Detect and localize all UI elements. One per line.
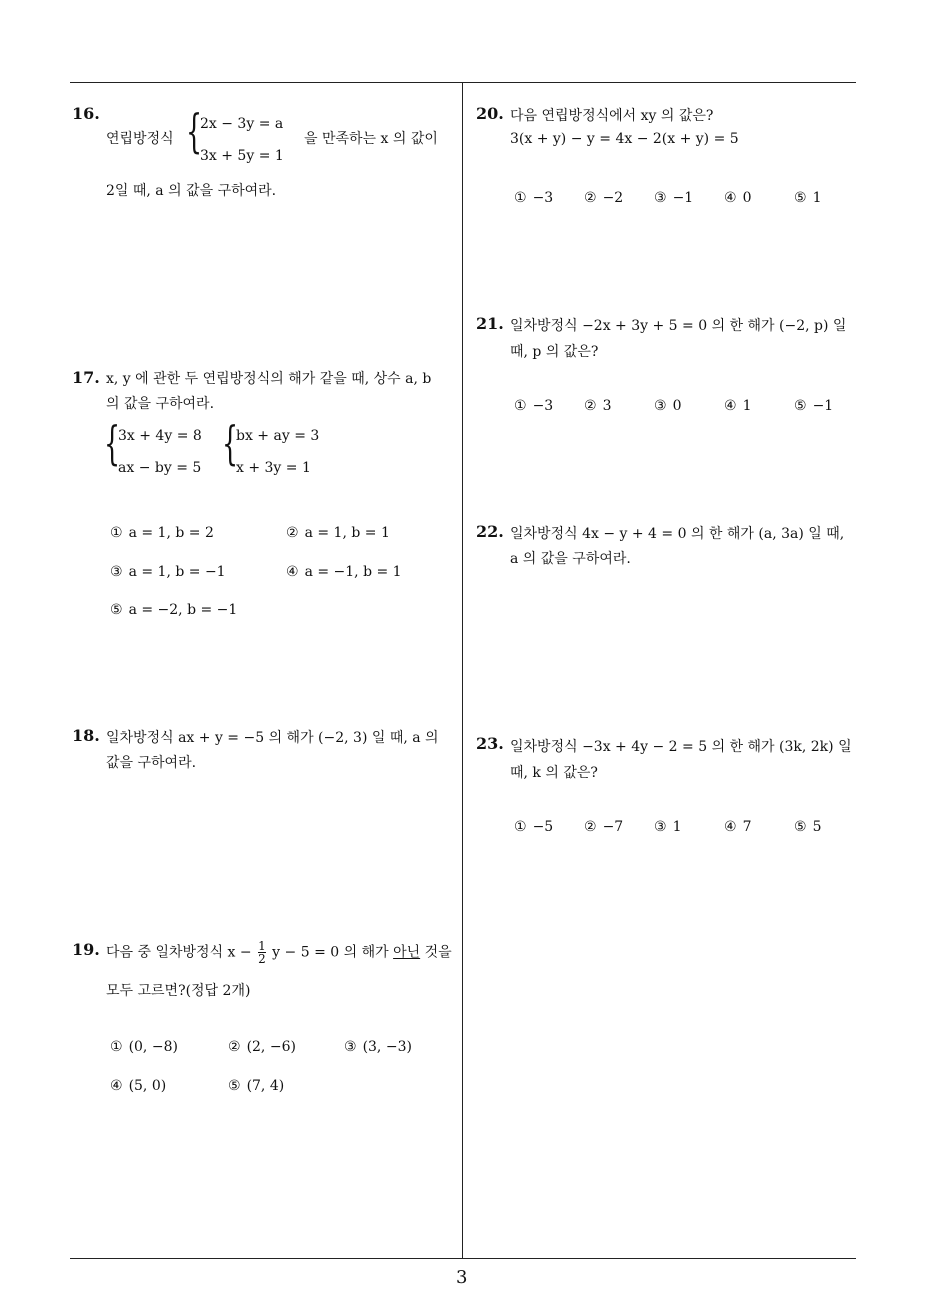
- question-20-choice-5[interactable]: ⑤ 1: [794, 190, 822, 206]
- question-23-choice-1[interactable]: ① −5: [514, 819, 554, 835]
- question-17-choice-2[interactable]: ② a = 1, b = 1: [286, 525, 390, 541]
- question-20-choice-4[interactable]: ④ 0: [724, 190, 752, 206]
- question-18-line2: 값을 구하여라.: [106, 755, 197, 771]
- question-19-post: y − 5 = 0 의 해가: [272, 944, 389, 961]
- question-17-brace-b: {: [222, 416, 239, 470]
- question-23-line2: 때, k 의 값은?: [510, 765, 598, 781]
- question-21-choice-3[interactable]: ③ 0: [654, 398, 682, 414]
- question-19-underlined: 아닌: [393, 944, 421, 961]
- question-17-sysA-eq2: ax − by = 5: [118, 460, 202, 476]
- question-19-tail: 것을: [424, 944, 452, 961]
- question-19-fraction: $\frac{1}{2}$: [258, 939, 266, 966]
- question-21-choice-1[interactable]: ① −3: [514, 398, 554, 414]
- question-19-pre: 다음 중 일차방정식 x −: [106, 944, 252, 961]
- question-16-line2: 2일 때, a 의 값을 구하여라.: [106, 183, 277, 199]
- question-17-number: 17.: [72, 368, 100, 387]
- question-23-choice-2[interactable]: ② −7: [584, 819, 624, 835]
- question-17-sysB-eq2: x + 3y = 1: [236, 460, 311, 476]
- question-18-line1: 일차방정식 ax + y = −5 의 해가 (−2, 3) 일 때, a 의: [106, 730, 439, 746]
- page-number: 3: [456, 1267, 468, 1288]
- question-17-choice-3[interactable]: ③ a = 1, b = −1: [110, 564, 226, 580]
- question-17-brace-a: {: [104, 416, 121, 470]
- question-21-line2: 때, p 의 값은?: [510, 344, 599, 360]
- question-17-sysA-eq1: 3x + 4y = 8: [118, 428, 202, 444]
- question-21-choice-5[interactable]: ⑤ −1: [794, 398, 834, 414]
- question-22-number: 22.: [476, 522, 504, 541]
- question-18-number: 18.: [72, 726, 100, 745]
- question-19-number: 19.: [72, 940, 100, 959]
- question-16-number: 16.: [72, 104, 100, 123]
- question-20-line2: 3(x + y) − y = 4x − 2(x + y) = 5: [510, 131, 739, 147]
- question-19-line2: 모두 고르면?(정답 2개): [106, 983, 251, 999]
- question-19-choice-5[interactable]: ⑤ (7, 4): [228, 1078, 285, 1094]
- question-20-number: 20.: [476, 104, 504, 123]
- question-17-choice-1[interactable]: ① a = 1, b = 2: [110, 525, 214, 541]
- question-23-choice-4[interactable]: ④ 7: [724, 819, 752, 835]
- question-21-line1: 일차방정식 −2x + 3y + 5 = 0 의 한 해가 (−2, p) 일: [510, 318, 847, 334]
- question-20-choice-1[interactable]: ① −3: [514, 190, 554, 206]
- question-20-line1: 다음 연립방정식에서 xy 의 값은?: [510, 108, 714, 124]
- question-19-line1: [106, 940, 452, 965]
- column-divider: [462, 82, 463, 1259]
- question-21-number: 21.: [476, 314, 504, 333]
- question-17-sysB-eq1: bx + ay = 3: [236, 428, 320, 444]
- question-23-choice-3[interactable]: ③ 1: [654, 819, 682, 835]
- question-20-choice-3[interactable]: ③ −1: [654, 190, 694, 206]
- question-19-choice-1[interactable]: ① (0, −8): [110, 1039, 178, 1055]
- top-rule: [70, 82, 856, 83]
- question-20-choice-2[interactable]: ② −2: [584, 190, 624, 206]
- question-23-choice-5[interactable]: ⑤ 5: [794, 819, 822, 835]
- question-16-prefix: 연립방정식: [106, 131, 174, 147]
- question-19-choice-4[interactable]: ④ (5, 0): [110, 1078, 167, 1094]
- question-23-line1: 일차방정식 −3x + 4y − 2 = 5 의 한 해가 (3k, 2k) 일: [510, 739, 852, 755]
- question-23-number: 23.: [476, 734, 504, 753]
- question-19-choice-3[interactable]: ③ (3, −3): [344, 1039, 412, 1055]
- question-16-brace: {: [186, 104, 203, 158]
- question-21-choice-4[interactable]: ④ 1: [724, 398, 752, 414]
- question-17-line2: 의 값을 구하여라.: [106, 396, 215, 412]
- question-21-choice-2[interactable]: ② 3: [584, 398, 612, 414]
- question-22-line2: a 의 값을 구하여라.: [510, 551, 631, 567]
- question-16-suffix: 을 만족하는 x 의 값이: [304, 131, 438, 147]
- question-17-choice-5[interactable]: ⑤ a = −2, b = −1: [110, 602, 238, 618]
- question-16-eq1: 2x − 3y = a: [200, 116, 284, 132]
- question-22-line1: 일차방정식 4x − y + 4 = 0 의 한 해가 (a, 3a) 일 때,: [510, 526, 845, 542]
- question-19-choice-2[interactable]: ② (2, −6): [228, 1039, 296, 1055]
- bottom-rule: [70, 1258, 856, 1259]
- question-17-choice-4[interactable]: ④ a = −1, b = 1: [286, 564, 402, 580]
- question-17-line1: x, y 에 관한 두 연립방정식의 해가 같을 때, 상수 a, b: [106, 371, 432, 387]
- question-16-eq2: 3x + 5y = 1: [200, 148, 284, 164]
